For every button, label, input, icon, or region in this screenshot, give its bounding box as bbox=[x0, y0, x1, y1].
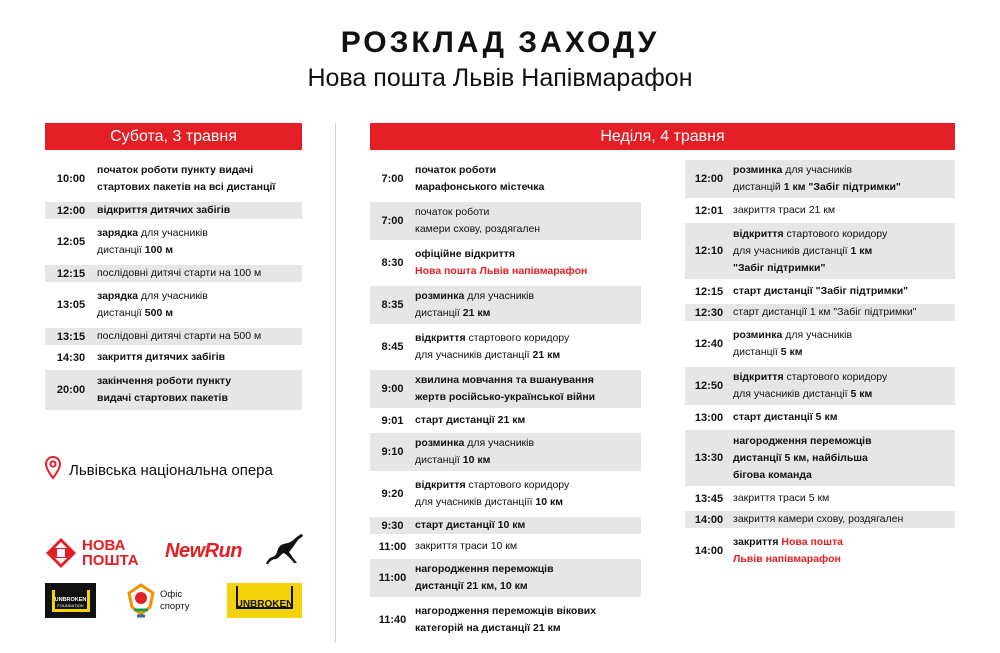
description-text: для учасників bbox=[782, 164, 853, 176]
schedule-description bbox=[733, 433, 955, 484]
schedule-row bbox=[370, 412, 641, 429]
description-line bbox=[733, 369, 955, 386]
schedule-time: 12:00 bbox=[694, 173, 724, 185]
schedule-row bbox=[45, 265, 302, 282]
schedule-time: 12:50 bbox=[694, 380, 724, 392]
location bbox=[45, 456, 273, 485]
description-text: 1 км bbox=[850, 244, 873, 257]
day-header-sunday: Неділя, 4 травня bbox=[370, 123, 955, 150]
schedule-description bbox=[97, 162, 302, 196]
description-text: дистанції bbox=[415, 307, 463, 319]
description-line bbox=[415, 288, 641, 305]
description-line bbox=[415, 494, 641, 511]
description-text: розминка bbox=[733, 164, 783, 176]
schedule-description bbox=[733, 409, 955, 426]
description-text: старт дистанції 21 км bbox=[415, 414, 526, 426]
description-text: розминка bbox=[415, 290, 465, 302]
description-text: 500 м bbox=[144, 307, 173, 319]
description-line bbox=[415, 246, 641, 263]
description-text: початок роботи bbox=[415, 164, 497, 176]
schedule-time: 14:30 bbox=[56, 351, 86, 364]
schedule-time: 12:15 bbox=[56, 267, 86, 280]
sunday-schedule-col2 bbox=[685, 160, 955, 574]
description-line bbox=[415, 538, 641, 555]
schedule-row bbox=[685, 283, 955, 300]
schedule-description bbox=[415, 246, 641, 280]
description-text: закриття дитячих забігів bbox=[97, 351, 226, 363]
description-line bbox=[97, 349, 302, 366]
schedule-description bbox=[415, 288, 641, 322]
schedule-description bbox=[97, 288, 302, 322]
schedule-time: 9:00 bbox=[381, 383, 404, 395]
description-text: дистанції 5 км, найбільша bbox=[733, 451, 868, 464]
schedule-description bbox=[733, 534, 955, 568]
description-text: марафонського містечка bbox=[415, 181, 545, 193]
description-text: розминка bbox=[733, 329, 783, 341]
description-text: Нова пошта Львів напівмарафон bbox=[415, 265, 588, 277]
description-text: для учасників bbox=[464, 290, 535, 302]
schedule-row bbox=[45, 349, 302, 366]
description-line bbox=[415, 578, 641, 595]
schedule-time: 13:00 bbox=[694, 411, 724, 424]
description-text: нагородження переможців bbox=[415, 563, 554, 575]
description-line bbox=[733, 450, 955, 467]
description-line bbox=[97, 390, 302, 407]
description-line bbox=[415, 561, 641, 578]
description-text: 1 км "Забіг підтримки" bbox=[783, 181, 901, 193]
description-line bbox=[97, 328, 302, 345]
description-line bbox=[733, 344, 955, 361]
description-line bbox=[97, 265, 302, 282]
description-line bbox=[733, 433, 955, 450]
unbroken-logo bbox=[227, 583, 302, 618]
description-line bbox=[415, 221, 641, 238]
description-line bbox=[415, 305, 641, 322]
description-text: 100 м bbox=[144, 244, 173, 256]
schedule-row bbox=[45, 223, 302, 261]
description-text: нагородження переможців bbox=[733, 434, 872, 447]
schedule-description bbox=[97, 265, 302, 282]
schedule-row bbox=[370, 160, 641, 198]
schedule-time: 11:00 bbox=[378, 572, 407, 584]
schedule-row bbox=[370, 244, 641, 282]
description-text: Нова пошта bbox=[781, 536, 843, 548]
description-text: відкриття bbox=[733, 227, 784, 240]
description-text: 21 км bbox=[532, 349, 561, 361]
description-text: видачі стартових пакетів bbox=[97, 392, 228, 404]
schedule-time: 7:00 bbox=[381, 173, 404, 185]
schedule-row bbox=[370, 202, 641, 240]
schedule-time: 14:00 bbox=[694, 545, 724, 557]
schedule-row bbox=[685, 304, 955, 321]
description-line bbox=[415, 435, 641, 452]
description-line bbox=[733, 327, 955, 344]
description-text: для учасників дистанції bbox=[733, 388, 851, 400]
description-line bbox=[415, 162, 641, 179]
description-line bbox=[733, 243, 955, 260]
description-text: старт дистанції 5 км bbox=[733, 411, 838, 423]
saturday-schedule bbox=[45, 160, 302, 414]
schedule-row bbox=[45, 328, 302, 345]
description-text: дистанції bbox=[733, 346, 781, 358]
schedule-row bbox=[685, 160, 955, 198]
description-line bbox=[733, 202, 955, 219]
schedule-time: 11:00 bbox=[378, 540, 407, 553]
description-line bbox=[97, 225, 302, 242]
schedule-description bbox=[97, 225, 302, 259]
schedule-time: 12:15 bbox=[694, 285, 724, 298]
description-text: відкриття bbox=[415, 479, 466, 491]
description-text: 21 км bbox=[462, 307, 491, 319]
nova-poshta-logo bbox=[45, 537, 139, 569]
page-subtitle: Нова пошта Львів Напівмарафон bbox=[307, 64, 693, 92]
description-line bbox=[415, 412, 641, 429]
description-text: закриття камери схову, роздягален bbox=[733, 513, 904, 525]
schedule-description bbox=[415, 435, 641, 469]
description-text: для учасників bbox=[138, 227, 208, 239]
description-line bbox=[97, 288, 302, 305]
description-text: дистанцій bbox=[733, 181, 784, 193]
schedule-description bbox=[733, 511, 955, 528]
ofis-sportu-icon bbox=[126, 583, 156, 619]
description-line bbox=[415, 179, 641, 196]
description-text: дистанції 21 км, 10 км bbox=[415, 580, 528, 592]
ofis-sportu-logo bbox=[126, 583, 189, 619]
schedule-row bbox=[685, 325, 955, 363]
description-line bbox=[733, 511, 955, 528]
description-text: відкриття bbox=[733, 371, 784, 383]
sunday-schedule-col1 bbox=[370, 160, 641, 643]
description-text: відкриття bbox=[415, 332, 466, 344]
schedule-description bbox=[733, 202, 955, 219]
description-text: дистанції bbox=[97, 244, 145, 256]
schedule-row bbox=[370, 538, 641, 555]
description-text: нагородження переможців вікових bbox=[415, 605, 597, 617]
description-text: закінчення роботи пункту bbox=[97, 375, 232, 387]
description-text: закриття траси 10 км bbox=[415, 540, 518, 552]
schedule-time: 14:00 bbox=[694, 513, 724, 526]
schedule-row bbox=[370, 601, 641, 639]
schedule-row bbox=[45, 160, 302, 198]
description-text: "Забіг підтримки" bbox=[733, 261, 826, 274]
schedule-time: 12:40 bbox=[694, 338, 724, 350]
page-title: РОЗКЛАД ЗАХОДУ bbox=[340, 26, 660, 59]
schedule-row bbox=[685, 202, 955, 219]
description-line bbox=[415, 204, 641, 221]
description-line bbox=[733, 162, 955, 179]
description-line bbox=[733, 490, 955, 507]
description-line bbox=[733, 304, 955, 321]
description-text: старт дистанції 1 км "Забіг підтримки" bbox=[733, 306, 917, 318]
schedule-time: 12:10 bbox=[694, 245, 724, 257]
schedule-description bbox=[733, 369, 955, 403]
schedule-time: 9:30 bbox=[381, 519, 404, 532]
day-header-saturday: Субота, 3 травня bbox=[45, 123, 302, 150]
description-text: стартового коридору bbox=[783, 371, 888, 383]
description-line bbox=[415, 517, 641, 534]
schedule-time: 13:15 bbox=[56, 330, 86, 343]
schedule-row bbox=[685, 511, 955, 528]
schedule-description bbox=[97, 373, 302, 407]
schedule-time: 8:35 bbox=[381, 299, 404, 311]
schedule-description bbox=[415, 162, 641, 196]
description-text: для учасників дистанції bbox=[415, 349, 533, 361]
description-text: жертв російсько-української війни bbox=[415, 391, 596, 403]
description-text: початок роботи пункту видачі bbox=[97, 164, 254, 176]
schedule-description bbox=[97, 349, 302, 366]
schedule-description bbox=[733, 304, 955, 321]
description-text: послідовні дитячі старти на 500 м bbox=[97, 330, 262, 342]
location-label: Львівська національна опера bbox=[69, 462, 273, 479]
schedule-row bbox=[685, 532, 955, 570]
description-text: камери схову, роздягален bbox=[415, 223, 541, 235]
nova-poshta-icon bbox=[45, 537, 77, 569]
schedule-description bbox=[733, 162, 955, 196]
schedule-row bbox=[370, 328, 641, 366]
unbroken-word: UNBROKEN bbox=[235, 599, 294, 610]
description-line bbox=[415, 477, 641, 494]
description-line bbox=[97, 373, 302, 390]
schedule-time: 9:10 bbox=[381, 446, 404, 458]
description-line bbox=[733, 179, 955, 196]
description-line bbox=[97, 179, 302, 196]
description-text: для учасників bbox=[782, 329, 853, 341]
description-text: 10 км bbox=[462, 454, 491, 466]
schedule-time: 8:30 bbox=[381, 257, 404, 269]
description-text: для учасників дистанціїї bbox=[415, 496, 536, 508]
description-line bbox=[733, 534, 955, 551]
description-line bbox=[415, 263, 641, 280]
schedule-time: 9:01 bbox=[381, 414, 404, 427]
schedule-description bbox=[415, 412, 641, 429]
description-text: 5 км bbox=[780, 346, 803, 358]
description-line bbox=[415, 372, 641, 389]
schedule-description bbox=[415, 603, 641, 637]
description-line bbox=[97, 305, 302, 322]
nova-poshta-word1: НОВА bbox=[82, 537, 126, 554]
schedule-row bbox=[370, 559, 641, 597]
schedule-row bbox=[685, 430, 955, 486]
description-text: відкриття дитячих забігів bbox=[97, 204, 231, 216]
description-text: послідовні дитячі старти на 100 м bbox=[97, 267, 262, 279]
description-line bbox=[97, 242, 302, 259]
description-text: закриття траси 5 км bbox=[733, 492, 830, 504]
newrun-logo: NewRun bbox=[165, 540, 242, 562]
unbroken-foundation-word1: UNBROKEN bbox=[54, 596, 87, 603]
schedule-time: 11:40 bbox=[378, 614, 407, 626]
schedule-row bbox=[370, 370, 641, 408]
schedule-row bbox=[45, 202, 302, 219]
description-text: старт дистанції 10 км bbox=[415, 519, 526, 531]
schedule-row bbox=[370, 475, 641, 513]
schedule-row bbox=[685, 367, 955, 405]
column-divider bbox=[335, 123, 336, 643]
description-line bbox=[97, 162, 302, 179]
description-text: стартового коридору bbox=[465, 479, 570, 491]
unbroken-foundation-word2: FOUNDATION bbox=[57, 602, 84, 608]
description-text: закриття траси 21 км bbox=[733, 204, 836, 216]
description-text: хвилина мовчання та вшанування bbox=[415, 374, 594, 386]
description-line bbox=[415, 603, 641, 620]
schedule-time: 13:30 bbox=[694, 452, 724, 464]
schedule-row bbox=[370, 286, 641, 324]
schedule-time: 13:45 bbox=[694, 492, 724, 505]
schedule-row bbox=[45, 370, 302, 410]
map-pin-icon bbox=[45, 456, 61, 485]
description-text: 10 км bbox=[535, 496, 564, 508]
description-line bbox=[415, 620, 641, 637]
schedule-description bbox=[415, 477, 641, 511]
description-line bbox=[733, 283, 955, 300]
schedule-time: 8:45 bbox=[381, 341, 404, 353]
description-text: розминка bbox=[415, 437, 465, 449]
description-text: зарядка bbox=[97, 290, 139, 302]
schedule-description bbox=[97, 328, 302, 345]
unbroken-foundation-logo bbox=[45, 583, 96, 618]
schedule-description bbox=[415, 372, 641, 406]
schedule-description bbox=[415, 204, 641, 238]
schedule-description bbox=[733, 226, 955, 277]
description-line bbox=[415, 389, 641, 406]
description-line bbox=[415, 330, 641, 347]
description-text: бігова команда bbox=[733, 468, 812, 481]
schedule-time: 13:05 bbox=[56, 299, 86, 311]
description-text: офіційне відкриття bbox=[415, 248, 516, 260]
schedule-description bbox=[97, 202, 302, 219]
schedule-row bbox=[370, 433, 641, 471]
schedule-time: 7:00 bbox=[381, 215, 404, 227]
description-text: стартового коридору bbox=[465, 332, 570, 344]
schedule-description bbox=[733, 327, 955, 361]
description-line bbox=[415, 347, 641, 364]
schedule-row bbox=[685, 223, 955, 279]
puma-logo bbox=[264, 532, 304, 571]
description-text: стартових пакетів на всі дистанції bbox=[97, 181, 276, 193]
description-text: Львів напівмарафон bbox=[733, 553, 841, 565]
schedule-description bbox=[415, 538, 641, 555]
schedule-row bbox=[685, 409, 955, 426]
description-text: початок роботи bbox=[415, 206, 490, 218]
schedule-time: 20:00 bbox=[56, 384, 86, 396]
schedule-time: 12:05 bbox=[56, 236, 86, 248]
description-line bbox=[415, 452, 641, 469]
description-text: закриття bbox=[733, 536, 782, 548]
schedule-time: 12:30 bbox=[694, 306, 724, 319]
description-line bbox=[733, 386, 955, 403]
schedule-time: 10:00 bbox=[56, 173, 86, 185]
description-text: категорій на дистанції 21 км bbox=[415, 622, 561, 634]
description-line bbox=[733, 226, 955, 243]
schedule-description bbox=[733, 283, 955, 300]
schedule-description bbox=[415, 330, 641, 364]
description-line bbox=[97, 202, 302, 219]
schedule-time: 12:01 bbox=[694, 204, 724, 217]
schedule-description bbox=[415, 517, 641, 534]
description-text: дистанції bbox=[97, 307, 145, 319]
description-line bbox=[733, 260, 955, 277]
description-text: старт дистанції "Забіг підтримки" bbox=[733, 285, 909, 297]
schedule-row bbox=[370, 517, 641, 534]
schedule-time: 9:20 bbox=[381, 488, 404, 500]
schedule-time: 12:00 bbox=[56, 204, 86, 217]
description-text: 5 км bbox=[850, 388, 873, 400]
schedule-row bbox=[45, 286, 302, 324]
description-line bbox=[733, 467, 955, 484]
ofis-sportu-word1: Офіс bbox=[160, 589, 183, 600]
schedule-description bbox=[415, 561, 641, 595]
nova-poshta-word2: ПОШТА bbox=[82, 552, 139, 569]
schedule-description bbox=[733, 490, 955, 507]
description-text: зарядка bbox=[97, 227, 139, 239]
ofis-sportu-word2: спорту bbox=[160, 601, 190, 612]
description-text: дистанції bbox=[415, 454, 463, 466]
schedule-row bbox=[685, 490, 955, 507]
description-line bbox=[733, 551, 955, 568]
description-text: для учасників дистанції bbox=[733, 244, 851, 257]
description-text: для учасників bbox=[138, 290, 208, 302]
description-text: стартового коридору bbox=[783, 227, 888, 240]
description-text: для учасників bbox=[464, 437, 535, 449]
description-line bbox=[733, 409, 955, 426]
